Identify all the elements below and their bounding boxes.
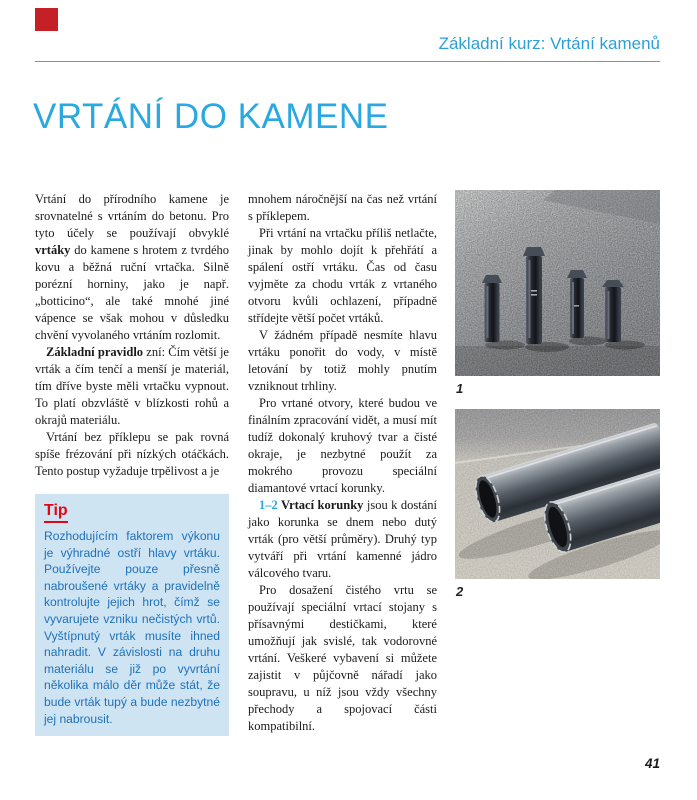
tip-box	[35, 494, 229, 736]
paragraph	[35, 191, 229, 344]
text-run-bold: Základní pravidlo	[46, 345, 144, 359]
paragraph: Vrtání bez příklepu se pak rovná spíše frézování při nízkých otáčkách. Tento postup vyžaduje trpělivost a je	[35, 430, 229, 478]
red-corner-marker	[35, 8, 58, 31]
text-run: jsou k dostání jako korunka se dnem nebo dutý vrták (pro větší průměry). Druhý typ vytváří při vrtání kamenné jádro válcového tvaru.	[248, 498, 437, 580]
tip-body: Rozhodujícím faktorem výkonu je výhradné ostří hlavy vrtáku. Používejte pouze přesně nabroušené vrtáky a pravidelně kontrolujte jejich hrot, čímž se vyvarujete vzniku nečistých vrtů. Vyštípnutý vrták musíte ihned nahradit. V závislosti na druhu materiálu se již po vyvrtání několika málo děr může stát, že bude vrták tupý a bude nezbytné jej nabrousit.	[44, 529, 220, 726]
paragraph: Pro dosažení čistého vrtu se používají speciální vrtací stojany s přísavnými destičkami, které umožňují jak svislé, tak vodorovné vrtání. Veškeré vybavení si můžete zajistit v půjčovně nářadí jako soupravu, u níž jsou vždy všechny přechody a spojovací části kompatibilní.	[248, 583, 437, 733]
paragraph	[35, 344, 229, 429]
paragraph	[248, 497, 437, 582]
paragraph: mnohem náročnější na čas než vrtání s příklepem.	[248, 192, 437, 223]
middle-column	[248, 191, 437, 735]
page-number: 41	[644, 756, 660, 771]
text-run: zní: Čím větší je vrták a čím tenčí a menší je materiál, tím dříve byste měli vrtačku vypnout. To platí obzvláště v blízkosti rohů a okrajů materiálu.	[35, 345, 229, 427]
text-run: do kamene s hrotem z tvrdého kovu a běžná ruční vrtačka. Silně porézní horniny, jako je např. „botticino“, ale také mnohé jiné vápence se však mohou v důsledku chvění vyvolaného vrtáním rozlomit.	[35, 243, 229, 342]
core-drill-bits-photo	[455, 409, 660, 579]
figure-2	[455, 409, 660, 599]
drill-bits-on-granite-photo	[455, 190, 660, 376]
text-run: Vrtání do přírodního kamene je srovnatelné s vrtáním do betonu. Pro tyto účely se používají obvyklé	[35, 192, 229, 240]
figure-2-caption: 2	[456, 584, 464, 599]
text-run-bold: vrtáky	[35, 243, 71, 257]
figure-1-caption: 1	[456, 381, 464, 396]
section-kicker: Základní kurz: Vrtání kamenů	[438, 34, 660, 53]
page-title: VRTÁNÍ DO KAMENE	[33, 97, 389, 136]
tip-heading: Tip	[44, 502, 68, 523]
paragraph: Pro vrtané otvory, které budou ve finálním zpracování vidět, a musí mít tudíž dokonalý kruhový tvar a čisté okraje, je nezbytné použít za mokrého provozu speciální diamantové vrtací korunky.	[248, 396, 437, 495]
left-column	[35, 191, 229, 736]
header-rule	[35, 61, 660, 62]
figure-reference: 1–2	[259, 498, 281, 512]
text-run-bold: Vrtací korunky	[281, 498, 364, 512]
figure-1	[455, 190, 660, 396]
figure-column	[455, 190, 660, 612]
paragraph: Při vrtání na vrtačku příliš netlačte, jinak by mohlo dojít k přehřátí a spálení ostří vrtáku. Čas od času vyjměte za chodu vrták z vrtaného otvoru kvůli ochlazení, případně střídejte větší počet vrtáků.	[248, 226, 437, 325]
paragraph: V žádném případě nesmíte hlavu vrtáku ponořit do vody, v místě letování by totiž mohly pnutím vzniknout trhliny.	[248, 328, 437, 393]
